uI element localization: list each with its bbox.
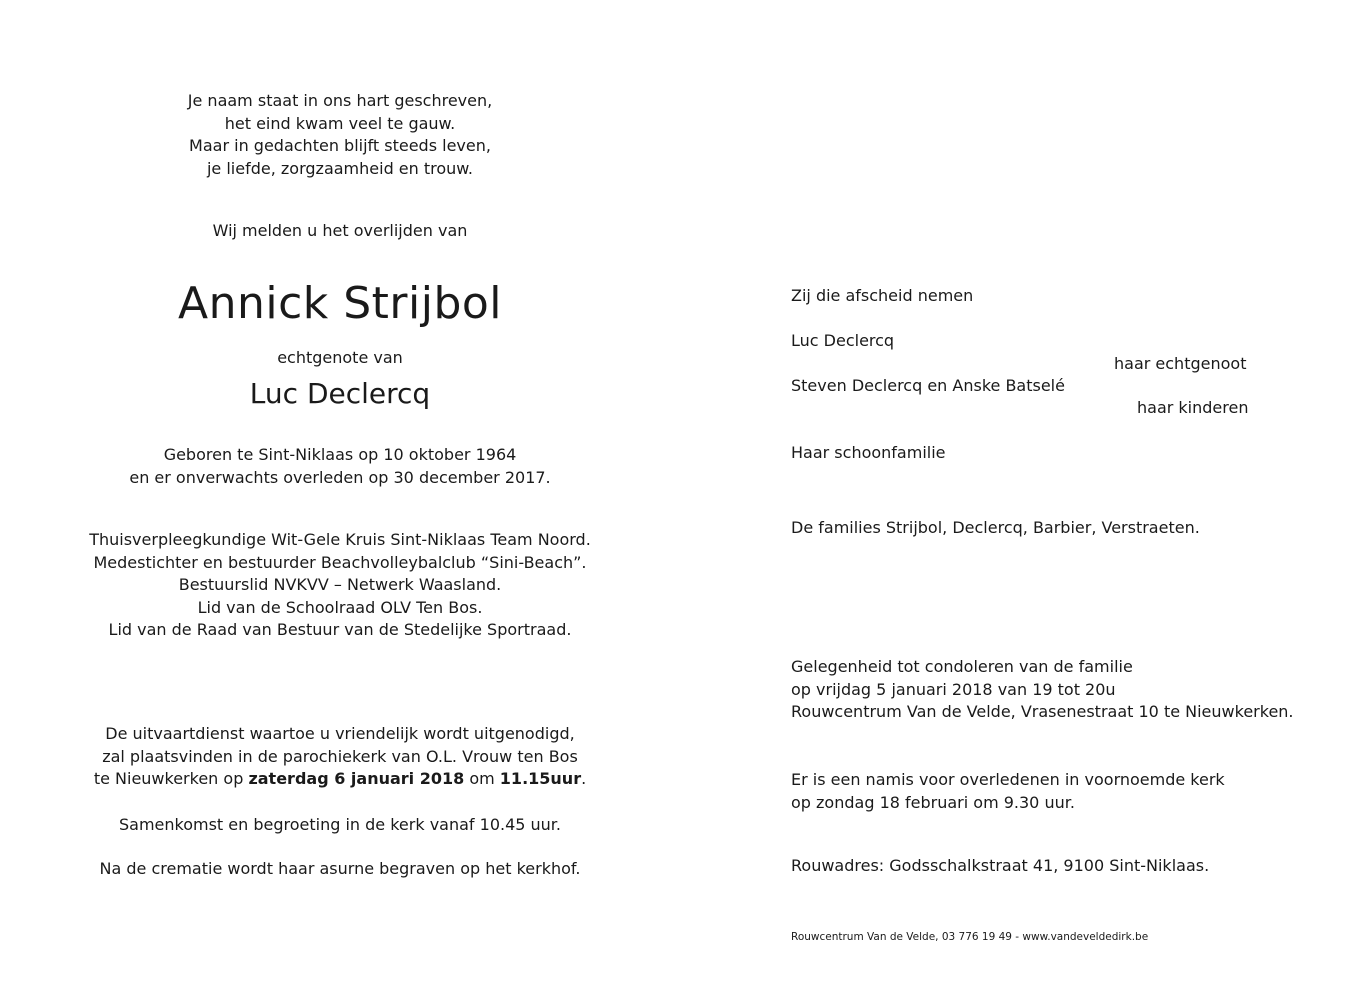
condolence-line: op vrijdag 5 januari 2018 van 19 tot 20u (791, 679, 1116, 699)
poem-line: het eind kwam veel te gauw. (224, 113, 456, 133)
birth-info (40, 444, 640, 489)
funeral-mid: om (464, 769, 500, 788)
cremation-info: Na de crematie wordt haar asurne begraven op het kerkhof. (99, 859, 581, 878)
spouse-name: Luc Declercq (249, 377, 431, 410)
children-names: Steven Declercq en Anske Batselé (791, 376, 1065, 395)
funeral-prefix: te Nieuwkerken op (93, 769, 249, 788)
role-item: Bestuurslid NVKVV – Netwerk Waasland. (178, 575, 502, 594)
children-role: haar kinderen (1137, 398, 1249, 417)
funeral-line: De uitvaartdienst waartoe u vriendelijk wordt uitgenodigd, (105, 724, 575, 743)
inlaws: Haar schoonfamilie (791, 443, 946, 462)
birth-line: Geboren te Sint-Niklaas op 10 oktober 1964 (163, 445, 517, 464)
death-line: en er onverwachts overleden op 30 december 2017. (129, 467, 551, 487)
announcement: Wij melden u het overlijden van (212, 221, 468, 240)
condolence-line: Gelegenheid tot condoleren van de familie (791, 657, 1133, 676)
role-item: Lid van de Raad van Bestuur van de Stedelijke Sportraad. (108, 620, 572, 639)
mass-line: Er is een namis voor overledenen in voornoemde kerk (791, 770, 1225, 789)
funeral-line (40, 768, 640, 791)
families: De families Strijbol, Declercq, Barbier, Verstraeten. (791, 518, 1200, 537)
meeting-info: Samenkomst en begroeting in de kerk vanaf 10.45 uur. (118, 815, 561, 834)
condolence-line: Rouwcentrum Van de Velde, Vrasenestraat 10 te Nieuwkerken. (791, 702, 1294, 721)
farewell-heading: Zij die afscheid nemen (791, 286, 974, 305)
husband-role: haar echtgenoot (1114, 354, 1247, 373)
deceased-name: Annick Strijbol (177, 278, 503, 329)
condolence-info (791, 656, 1311, 724)
mass-info (791, 769, 1311, 814)
husband-name: Luc Declercq (791, 331, 895, 350)
funeral-suffix: . (581, 769, 587, 788)
funeral-service (40, 723, 640, 791)
funeral-time: 11.15uur (499, 769, 582, 788)
role-item: Thuisverpleegkundige Wit-Gele Kruis Sint-Niklaas Team Noord. (89, 530, 591, 549)
role-item: Lid van de Schoolraad OLV Ten Bos. (197, 597, 483, 617)
poem-line: je liefde, zorgzaamheid en trouw. (206, 158, 474, 178)
mass-line: op zondag 18 februari om 9.30 uur. (791, 792, 1075, 812)
funeral-date: zaterdag 6 januari 2018 (248, 769, 465, 788)
role-item: Medestichter en bestuurder Beachvolleybalclub “Sini-Beach”. (93, 552, 587, 572)
footer-credit: Rouwcentrum Van de Velde, 03 776 19 49 - www.vandeveldedirk.be (791, 931, 1149, 943)
roles-list (40, 529, 640, 642)
mourning-address: Rouwadres: Godsschalkstraat 41, 9100 Sint-Niklaas. (791, 856, 1210, 875)
poem (40, 90, 640, 180)
poem-line: Maar in gedachten blijft steeds leven, (189, 136, 491, 155)
spouse-label: echtgenote van (277, 348, 403, 367)
poem-line: Je naam staat in ons hart geschreven, (187, 91, 493, 110)
funeral-line: zal plaatsvinden in de parochiekerk van O.L. Vrouw ten Bos (102, 746, 578, 766)
